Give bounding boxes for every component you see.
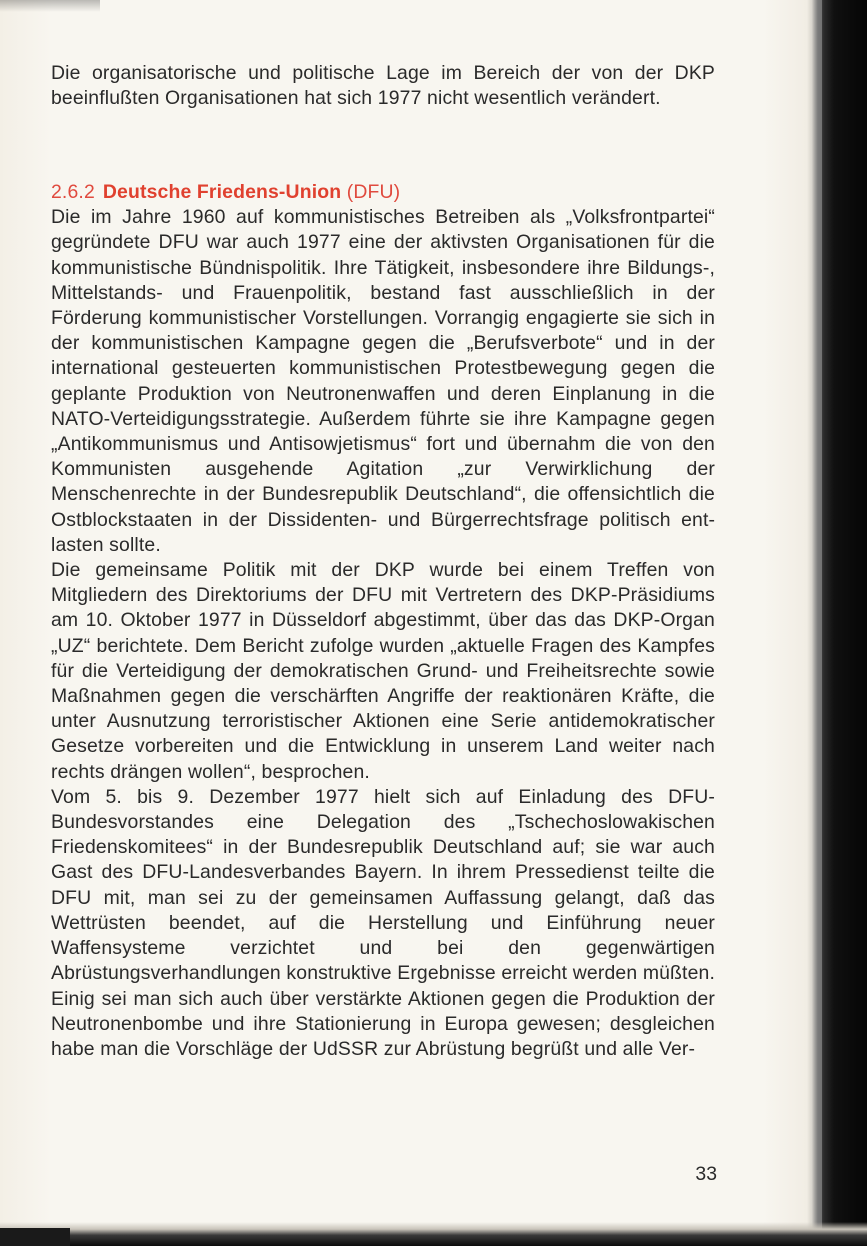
section-heading — [51, 180, 715, 205]
body-paragraph-2: Die gemeinsame Politik mit der DKP wurde bei einem Treffen von Mitgliedern des Direktoriums der DFU mit Vertretern des DKP-Präsidiums am 10. Oktober 1977 in Düsseldorf abgestimmt, über das das DKP-Organ „UZ“ berichtete. Dem Bericht zufolge wurden „aktuelle Fragen des Kampfes für die Verteidigung der demokratischen Grund- und Freiheitsrechte sowie Maßnahmen gegen die verschärften Angriffe der reaktionären Kräfte, die unter Ausnutzung terroristischer Aktionen eine Serie antidemokratischer Gesetze vorbereiten und die Entwicklung in unserem Land weiter nach rechts drängen wollen“, besprochen. — [51, 559, 715, 783]
top-shadow — [0, 0, 100, 12]
section-number: 2.6.2 — [51, 181, 95, 203]
section-abbreviation: (DFU) — [346, 181, 401, 203]
spine-highlight — [808, 0, 822, 1246]
section-2-6-2 — [51, 180, 715, 1062]
section-title: Deutsche Friedens-Union — [102, 181, 342, 203]
bottom-page-edge — [0, 1222, 867, 1246]
body-paragraph-3: Vom 5. bis 9. Dezember 1977 hielt sich auf Einladung des DFU-Bundesvorstandes eine Delegation des „Tschechoslowakischen Friedenskomitees“ in der Bundesrepublik Deutschland auf; sie war auch Gast des DFU-Landesverbandes Bayern. In ihrem Pressedienst teilte die DFU mit, man sei zu der gemeinsamen Auffassung gelangt, daß das Wettrüsten beendet, auf die Herstellung und Einführung neuer Waffensysteme verzichtet und bei den gegenwärtigen Abrüstungsverhandlungen konstruktive Ergebnisse erreicht werden müßten. Einig sei man sich auch über verstärkte Aktionen gegen die Produktion der Neutronenbombe und ihre Stationierung in Europa gewesen; desgleichen habe man die Vorschläge der UdSSR zur Abrüstung begrüßt und alle Ver- — [51, 785, 715, 1060]
page-number: 33 — [695, 1163, 717, 1185]
intro-paragraph: Die organisatorische und politische Lage im Bereich der von der DKP beeinflußten Organisationen hat sich 1977 nicht wesentlich verändert. — [51, 62, 715, 110]
intro-block — [51, 61, 715, 111]
bottom-left-binding — [0, 1228, 70, 1246]
body-paragraph-1: Die im Jahre 1960 auf kommunistisches Betreiben als „Volksfrontpartei“ gegründete DFU war auch 1977 eine der aktivsten Organisationen für die kommunistische Bündnispolitik. Ihre Tätigkeit, insbesondere ihre Bildungs-, Mittelstands- und Frauenpolitik, bestand fast ausschließlich in der Förderung kommunistischer Vorstellungen. Vorrangig engagierte sie sich in der kommunistischen Kampagne gegen die „Berufsverbote“ und in der international gesteuerten kommunistischen Protestbewegung gegen die geplante Produktion von Neutronenwaffen und deren Einplanung in die NATO-Verteidigungsstrategie. Außerdem führte sie ihre Kampagne gegen „Antikommunismus und Antisowjetismus“ fort und übernahm die von den Kommunisten ausgehende Agitation „zur Verwirklichung der Menschenrechte in der Bundesrepublik Deutschland“, die offensichtlich die Ostblockstaaten in der Dissidenten- und Bürgerrechtsfrage politisch entlasten sollte. — [51, 206, 715, 556]
